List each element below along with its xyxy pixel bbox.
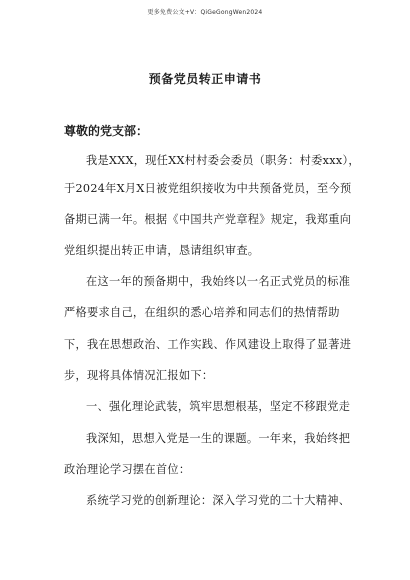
paragraph-line: 备期已满一年。根据《中国共产党章程》规定，我郑重向 xyxy=(64,213,352,226)
paragraph-line: 系统学习党的创新理论：深入学习党的二十大精神、 xyxy=(86,494,351,507)
paragraph-line: 步，现将具体情况汇报如下： xyxy=(64,369,214,382)
paragraph-line: 于2024年X月X日被党组织接收为中共预备党员，至今预 xyxy=(64,182,352,195)
paragraph-line: 下，我在思想政治、工作实践、作风建设上取得了显著进 xyxy=(64,338,352,351)
paragraph-line: 我是XXX，现任XX村村委会委员（职务：村委xxx）， xyxy=(86,154,360,167)
document-title: 预备党员转正申请书 xyxy=(148,72,262,86)
header-note: 更多免费公文+V：QiGeGongWen2024 xyxy=(147,9,263,16)
paragraph-line: 我深知，思想入党是一生的课题。一年来，我始终把 xyxy=(86,432,351,445)
paragraph-line: 政治理论学习摆在首位： xyxy=(64,463,191,476)
paragraph-line: 在这一年的预备期中，我始终以一名正式党员的标准 xyxy=(86,275,351,288)
paragraph-line: 党组织提出转正申请，恳请组织审查。 xyxy=(64,244,260,257)
salutation: 尊敬的党支部： xyxy=(64,124,149,138)
section-heading: 一、强化理论武装，筑牢思想根基，坚定不移跟党走 xyxy=(86,400,351,413)
paragraph-line: 严格要求自己，在组织的悉心培养和同志们的热情帮助 xyxy=(64,306,340,319)
